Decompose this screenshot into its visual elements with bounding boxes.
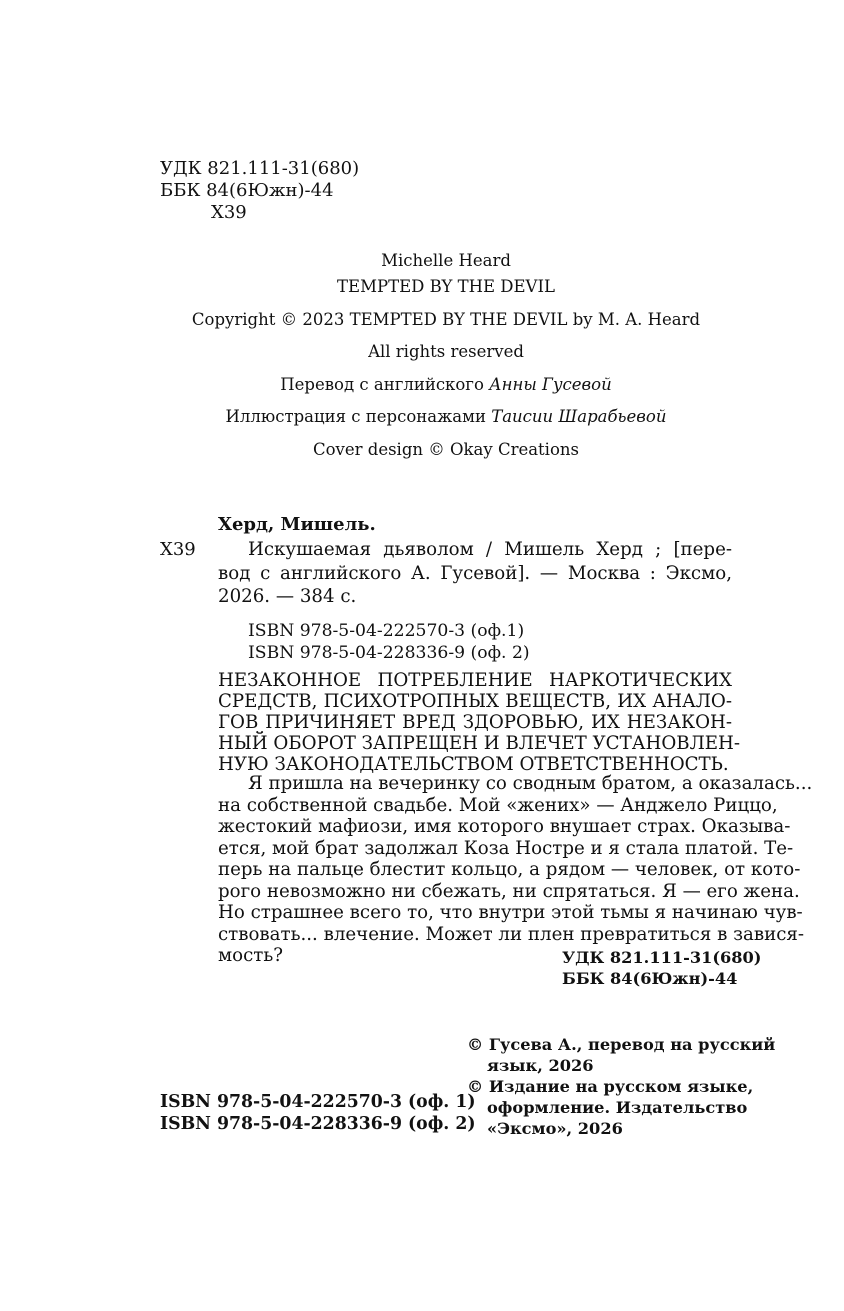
translation-line [160,375,732,394]
bib-isbn-1: ISBN 978-5-04-222570-3 (оф.1) [248,621,525,641]
illustration-prefix: Иллюстрация с персонажами [225,407,486,426]
annotation-line-5: перь на пальце блестит кольцо, а рядом — человек, от кото- [218,859,801,880]
warning-line-5: НУЮ ЗАКОНОДАТЕЛЬСТВОМ ОТВЕТСТВЕННОСТЬ. [218,754,729,775]
rights-line: All rights reserved [368,342,524,361]
bib-isbn-2: ISBN 978-5-04-228336-9 (оф. 2) [248,643,530,663]
illustration-line [160,407,732,426]
annotation-line-1: Я пришла на вечеринку со сводным братом, а оказалась... [248,773,813,794]
copyright-edition-line-3: «Эксмо», 2026 [487,1119,623,1138]
isbn-1: ISBN 978-5-04-222570-3 (оф. 1) [160,1092,476,1112]
copyright-translation-line-2: язык, 2026 [487,1056,594,1075]
warning-line-2: СРЕДСТВ, ПСИХОТРОПНЫХ ВЕЩЕСТВ, ИХ АНАЛО- [218,691,732,712]
isbn-2: ISBN 978-5-04-228336-9 (оф. 2) [160,1114,476,1134]
original-title: TEMPTED BY THE DEVIL [337,277,555,296]
annotation-line-9: мость? [218,945,283,966]
annotation-line-4: ется, мой брат задолжал Коза Ностре и я стала платой. Те- [218,838,794,859]
copyright-edition-line-2: оформление. Издательство [487,1098,748,1117]
annotation-line-8: ствовать... влечение. Может ли плен превратиться в завися- [218,924,805,945]
copyright-translation-line-1: © Гусева А., перевод на русский [467,1035,776,1054]
translator-name: Анны Гусевой [489,375,612,394]
bib-mark: Х39 [160,539,196,560]
annotation-line-7: Но страшнее всего то, что внутри этой тьмы я начинаю чув- [218,902,803,923]
original-author: Michelle Heard [381,251,511,270]
udk-code-bottom: УДК 821.111-31(680) [562,948,762,967]
annotation-line-3: жестокий мафиози, имя которого внушает страх. Оказыва- [218,816,791,837]
translation-prefix: Перевод с английского [280,375,484,394]
cover-design-line: Cover design © Okay Creations [312,440,579,459]
bib-line-3: 2026. — 384 с. [218,586,357,607]
bbk-code: ББК 84(6Южн)-44 [160,180,334,201]
copyright-edition-line-1: © Издание на русском языке, [467,1077,754,1096]
copyright-line: Copyright © 2023 TEMPTED BY THE DEVIL by M. A. Heard [191,310,701,329]
bbk-code-bottom: ББК 84(6Южн)-44 [562,969,738,988]
annotation-line-2: на собственной свадьбе. Мой «жених» — Анджело Риццо, [218,795,778,816]
bib-line-2: вод с английского А. Гусевой]. — Москва : Эксмо, [218,563,732,584]
warning-line-1: НЕЗАКОННОЕ ПОТРЕБЛЕНИЕ НАРКОТИЧЕСКИХ [218,670,732,691]
udk-code: УДК 821.111-31(680) [160,158,360,179]
warning-line-4: НЫЙ ОБОРОТ ЗАПРЕЩЕН И ВЛЕЧЕТ УСТАНОВЛЕН- [218,733,741,754]
bib-line-1: Искушаемая дьяволом / Мишель Херд ; [пере- [248,539,732,560]
author-mark: Х39 [211,202,247,223]
annotation-line-6: рого невозможно ни сбежать, ни спрятаться. Я — его жена. [218,881,800,902]
author-heading: Херд, Мишель. [218,514,376,535]
illustrator-name: Таисии Шарабьевой [491,407,667,426]
warning-line-3: ГОВ ПРИЧИНЯЕТ ВРЕД ЗДОРОВЬЮ, ИХ НЕЗАКОН- [218,712,732,733]
